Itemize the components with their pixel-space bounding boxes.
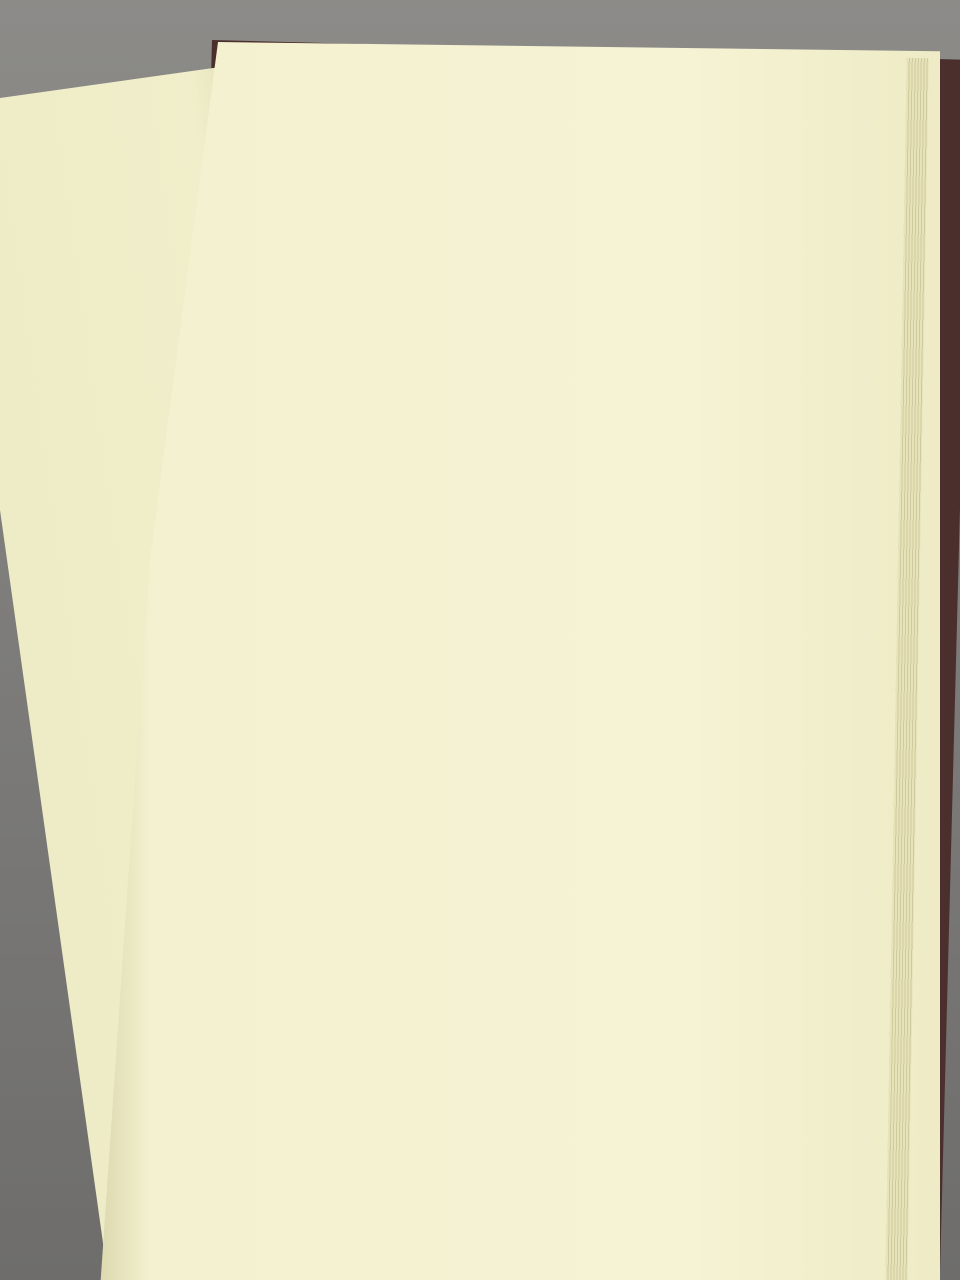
right-page bbox=[100, 0, 940, 1280]
